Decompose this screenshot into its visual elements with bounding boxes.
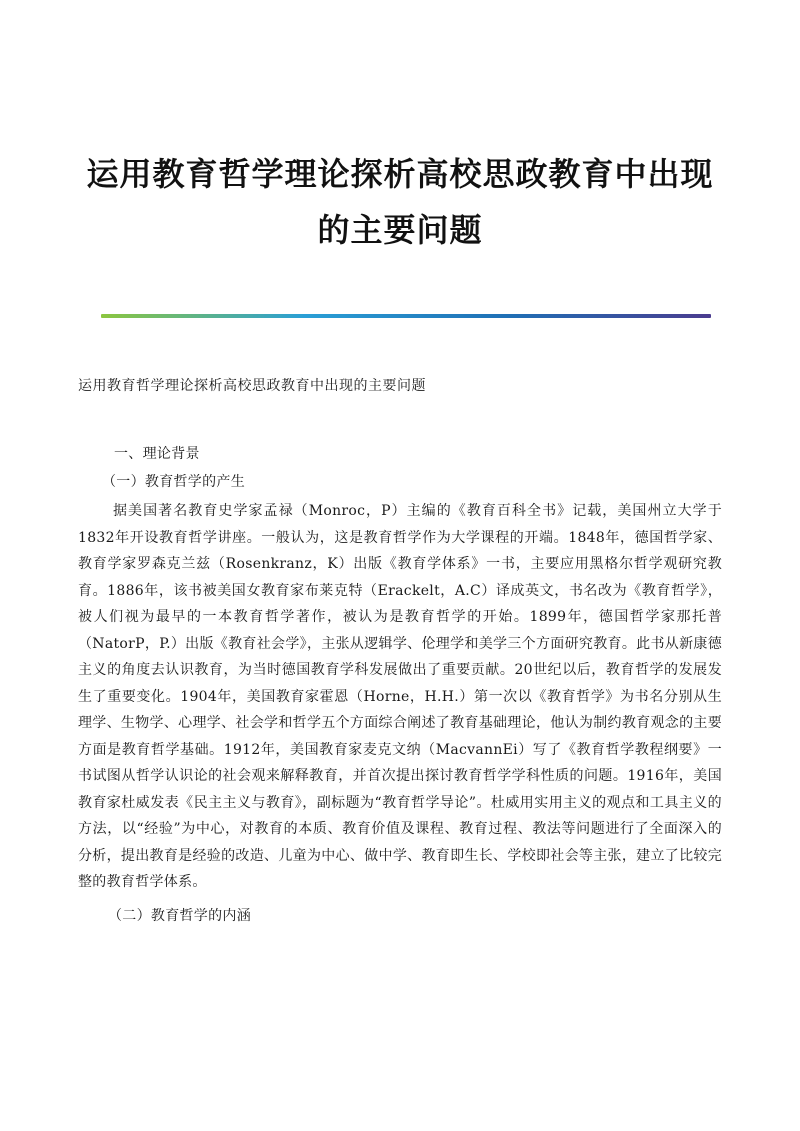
document-subtitle: 运用教育哲学理论探析高校思政教育中出现的主要问题 <box>78 378 426 394</box>
document-body <box>78 440 722 930</box>
body-paragraph: 据美国著名教育史学家孟禄（Monroc，P）主编的《教育百科全书》记载，美国州立大学于1832年开设教育哲学讲座。一般认为，这是教育哲学作为大学课程的开端。1848年，德国哲学家、教育学家罗森克兰兹（Rosenkranz，K）出版《教育学体系》一书，主要应用黑格尔哲学观研究教育。1886年，该书被美国女教育家布莱克特（Erackelt，A.C）译成英文，书名改为《教育哲学》，被人们视为最早的一本教育哲学著作，被认为是教育哲学的开始。1899年，德国哲学家那托普（NatorP，P.）出版《教育社会学》，主张从逻辑学、伦理学和美学三个方面研究教育。此书从新康德主义的角度去认识教育，为当时德国教育学科发展做出了重要贡献。20世纪以后，教育哲学的发展发生了重要变化。1904年，美国教育家霍恩（Horne，H.H.）第一次以《教育哲学》为书名分别从生理学、生物学、心理学、社会学和哲学五个方面综合阐述了教育基础理论，他认为制约教育观念的主要方面是教育哲学基础。1912年，美国教育家麦克文纳（MacvannEi）写了《教育哲学教程纲要》一书试图从哲学认识论的社会观来解释教育，并首次提出探讨教育哲学学科性质的问题。1916年，美国教育家杜威发表《民主主义与教育》，副标题为“教育哲学导论”。杜威用实用主义的观点和工具主义的方法，以“经验”为中心，对教育的本质、教育价值及课程、教育过程、教法等问题进行了全面深入的分析，提出教育是经验的改造、儿童为中心、做中学、教育即生长、学校即社会等主张，建立了比较完整的教育哲学体系。 <box>78 503 722 890</box>
gradient-divider <box>101 314 711 318</box>
title-line-1: 运用教育哲学理论探析高校思政教育中出现 <box>86 155 714 193</box>
subsection-heading-origin: （一）教育哲学的产生 <box>102 474 245 490</box>
title-line-2: 的主要问题 <box>317 211 483 249</box>
section-heading-theory-background: 一、理论背景 <box>114 446 200 462</box>
subsection-heading-connotation: （二）教育哲学的内涵 <box>108 907 251 924</box>
document-title <box>60 155 740 249</box>
